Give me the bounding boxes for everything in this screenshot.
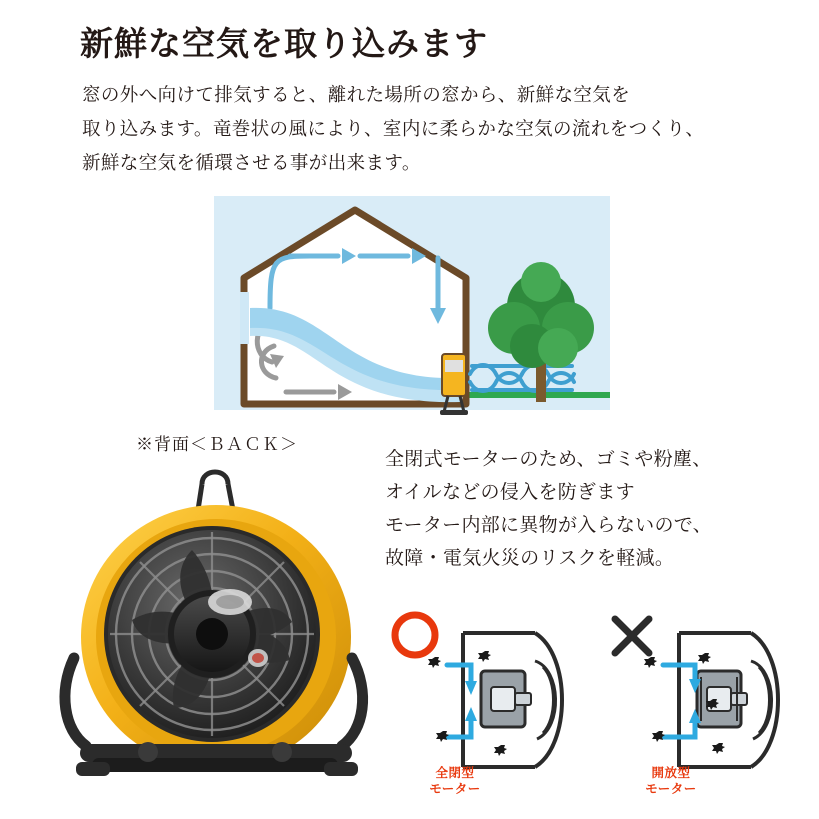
open-motor-label-line2: モーター bbox=[645, 782, 697, 796]
feature-line-4: 故障・電気火災のリスクを軽減。 bbox=[385, 548, 675, 569]
cross-mark bbox=[615, 619, 649, 653]
open-motor-label bbox=[601, 765, 741, 797]
enclosed-motor-label-line2: モーター bbox=[429, 782, 481, 796]
lead-line-2: 取り込みます。竜巻状の風により、室内に柔らかな空気の流れをつくり、 bbox=[82, 118, 705, 139]
lead-line-3: 新鮮な空気を循環させる事が出来ます。 bbox=[82, 152, 421, 173]
enclosed-motor-label bbox=[385, 765, 525, 797]
circle-mark bbox=[395, 615, 435, 655]
house-airflow-illustration bbox=[214, 196, 610, 420]
feature-line-1: 全閉式モーターのため、ゴミや粉塵、 bbox=[385, 449, 712, 470]
feature-line-3: モーター内部に異物が入らないので、 bbox=[385, 515, 712, 536]
open-motor-label-line1: 開放型 bbox=[651, 766, 691, 780]
lead-paragraph bbox=[82, 78, 704, 180]
fan-photo-caption: ※背面＜ＢＡＣＫ＞ bbox=[136, 435, 298, 454]
motor-comparison-diagram bbox=[385, 607, 809, 799]
feature-line-2: オイルなどの侵入を防ぎます bbox=[385, 482, 635, 503]
lead-line-1: 窓の外へ向けて排気すると、離れた場所の窓から、新鮮な空気を bbox=[82, 84, 631, 105]
feature-text-block bbox=[385, 443, 712, 575]
page-title: 新鮮な空気を取り込みます bbox=[80, 25, 488, 62]
fan-product-image bbox=[52, 462, 382, 802]
enclosed-motor-panel bbox=[385, 607, 593, 799]
enclosed-motor-label-line1: 全閉型 bbox=[435, 766, 475, 780]
open-motor-panel bbox=[601, 607, 809, 799]
